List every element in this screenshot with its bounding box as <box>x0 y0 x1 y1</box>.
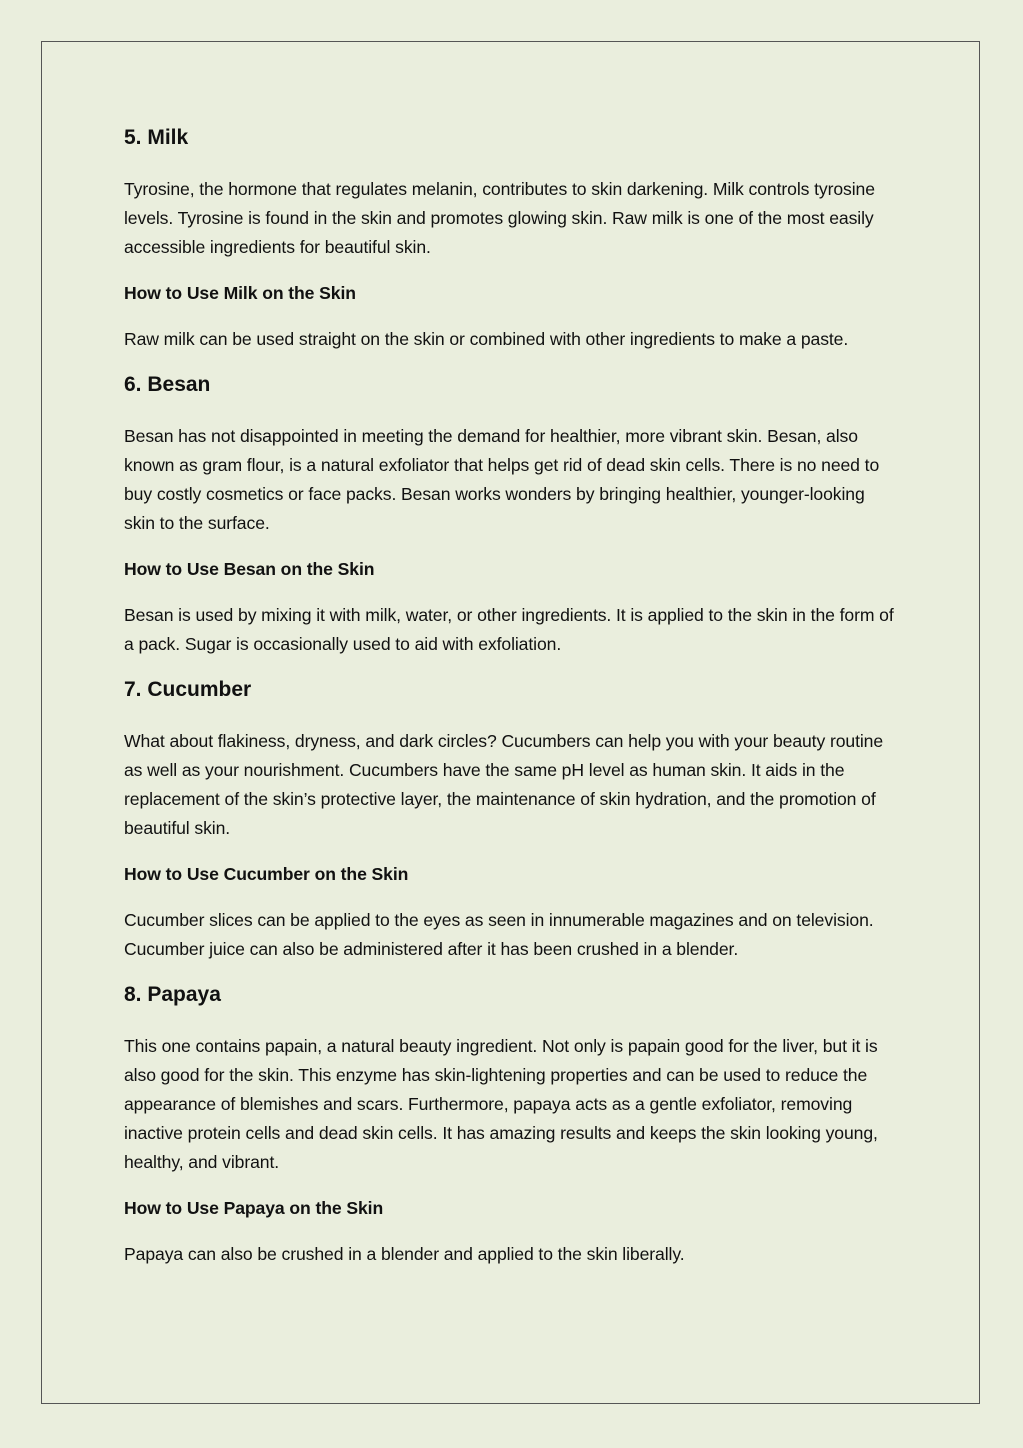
section-milk <box>124 124 896 354</box>
section-body: What about flakiness, dryness, and dark circles? Cucumbers can help you with your beauty routine as well as your nourishment. Cucumbers have the same pH level as human skin. It aids in the replacement of the skin’s protective layer, the maintenance of skin hydration, and the promotion of beautiful skin. <box>124 731 884 838</box>
how-to-heading: How to Use Cucumber on the Skin <box>124 864 409 884</box>
section-cucumber <box>124 676 896 964</box>
section-body: This one contains papain, a natural beauty ingredient. Not only is papain good for the liver, but it is also good for the skin. This enzyme has skin-lightening properties and can be used to reduce the appearance of blemishes and scars. Furthermore, papaya acts as a gentle exfoliator, removing inactive protein cells and dead skin cells. It has amazing results and keeps the skin looking young, healthy, and vibrant. <box>124 1036 878 1172</box>
how-to-heading: How to Use Milk on the Skin <box>124 283 356 303</box>
how-to-body: Cucumber slices can be applied to the eyes as seen in innumerable magazines and on television. Cucumber juice can also be administered after it has been crushed in a blender. <box>124 910 874 959</box>
how-to-body: Raw milk can be used straight on the skin or combined with other ingredients to make a paste. <box>124 329 849 349</box>
section-title: 5. Milk <box>124 126 189 149</box>
how-to-heading: How to Use Besan on the Skin <box>124 559 375 579</box>
section-title: 7. Cucumber <box>124 678 252 701</box>
document-content <box>124 124 896 1286</box>
section-body: Besan has not disappointed in meeting the demand for healthier, more vibrant skin. Besan, also known as gram flour, is a natural exfoliator that helps get rid of dead skin cells. There is no need to buy costly cosmetics or face packs. Besan works wonders by bringing healthier, younger-looking skin to the surface. <box>124 426 880 533</box>
section-papaya <box>124 981 896 1269</box>
section-title: 6. Besan <box>124 373 211 396</box>
how-to-body: Besan is used by mixing it with milk, water, or other ingredients. It is applied to the skin in the form of a pack. Sugar is occasionally used to aid with exfoliation. <box>124 605 894 654</box>
section-title: 8. Papaya <box>124 983 221 1006</box>
section-body: Tyrosine, the hormone that regulates melanin, contributes to skin darkening. Milk controls tyrosine levels. Tyrosine is found in the skin and promotes glowing skin. Raw milk is one of the most easily accessible ingredients for beautiful skin. <box>124 179 875 257</box>
section-besan <box>124 371 896 659</box>
how-to-heading: How to Use Papaya on the Skin <box>124 1198 384 1218</box>
how-to-body: Papaya can also be crushed in a blender and applied to the skin liberally. <box>124 1244 685 1264</box>
